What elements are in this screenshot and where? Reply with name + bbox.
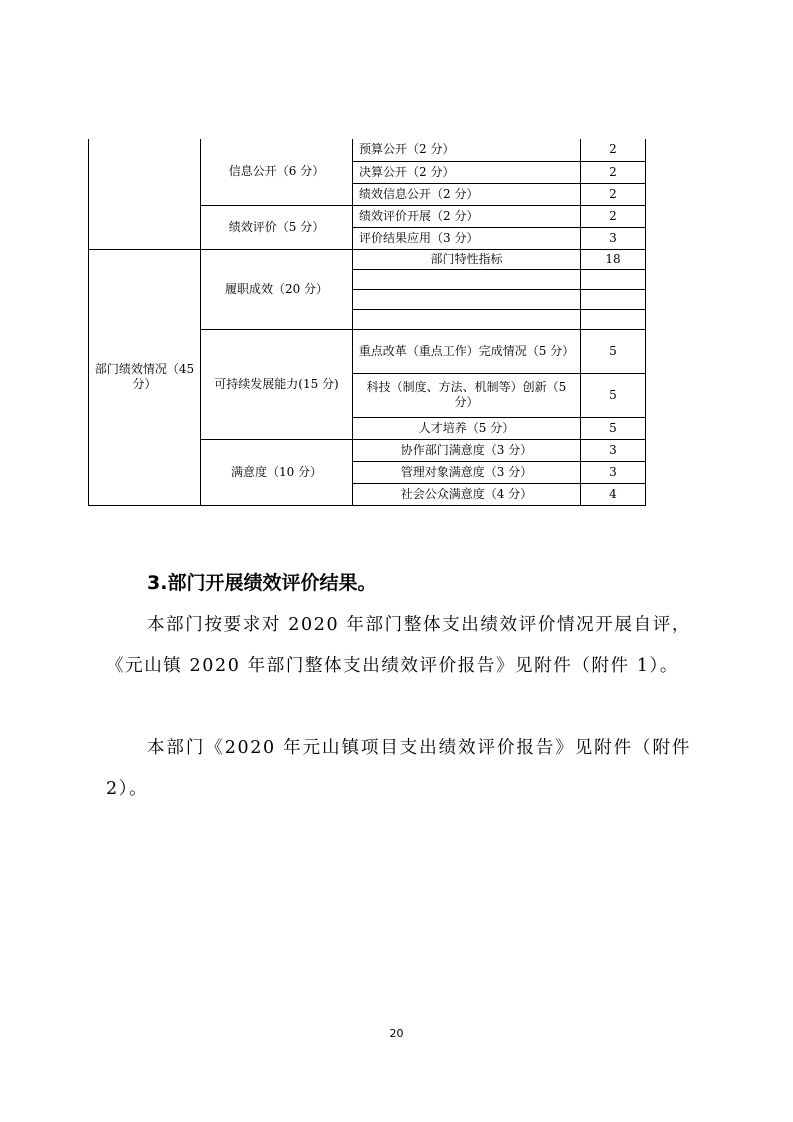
table-cell-score: 3 [581,227,646,249]
table-cell-score [581,269,646,289]
table-cell-score: 5 [581,329,646,373]
page-number: 20 [389,1027,404,1040]
table-cell-item: 人才培养（5 分） [353,417,581,439]
table-cell-item: 科技（制度、方法、机制等）创新（5 分） [353,373,581,417]
table-cell-item: 协作部门满意度（3 分） [353,439,581,461]
table-cell-item: 管理对象满意度（3 分） [353,461,581,483]
table-cell-item: 重点改革（重点工作）完成情况（5 分） [353,329,581,373]
table-cell-score: 2 [581,183,646,205]
section-heading: 3.部门开展绩效评价结果。 [147,572,377,594]
table-cell-score: 18 [581,249,646,269]
table-cell-item [353,309,581,329]
body-paragraph: 本部门按要求对 2020 年部门整体支出绩效评价情况开展自评，《元山镇 2020 年部门整体支出绩效评价报告》见附件（附件 1）。 [106,615,691,676]
table-cell-item: 预算公开（2 分） [353,139,581,161]
table-cell-indicator: 履职成效（20 分） [201,249,353,329]
table-cell-indicator: 信息公开（6 分） [201,139,353,205]
score-table [88,139,646,506]
table-cell-item [353,269,581,289]
table-cell-item: 绩效信息公开（2 分） [353,183,581,205]
table-cell-score: 3 [581,439,646,461]
table-cell-item: 绩效评价开展（2 分） [353,205,581,227]
body-paragraph: 本部门《2020 年元山镇项目支出绩效评价报告》见附件（附件 2）。 [106,738,691,799]
table-cell-item [353,289,581,309]
table-cell-indicator: 绩效评价（5 分） [201,205,353,249]
table-row [89,249,646,269]
table-cell-score: 4 [581,483,646,505]
table-cell-item: 决算公开（2 分） [353,161,581,183]
table-cell-item: 社会公众满意度（4 分） [353,483,581,505]
table-cell-category: 部门绩效情况（45 分） [89,249,201,505]
table-cell-indicator: 满意度（10 分） [201,439,353,505]
table-cell-score: 5 [581,373,646,417]
table-cell-score [581,309,646,329]
table-cell-indicator: 可持续发展能力(15 分) [201,329,353,439]
table-cell-item: 评价结果应用（3 分） [353,227,581,249]
table-cell-score: 3 [581,461,646,483]
table-cell-score: 5 [581,417,646,439]
table-cell-score: 2 [581,205,646,227]
table-cell-item: 部门特性指标 [353,249,581,269]
table-cell-category [89,139,201,249]
table-cell-score: 2 [581,139,646,161]
table-cell-score [581,289,646,309]
table-row [89,139,646,161]
table-cell-score: 2 [581,161,646,183]
